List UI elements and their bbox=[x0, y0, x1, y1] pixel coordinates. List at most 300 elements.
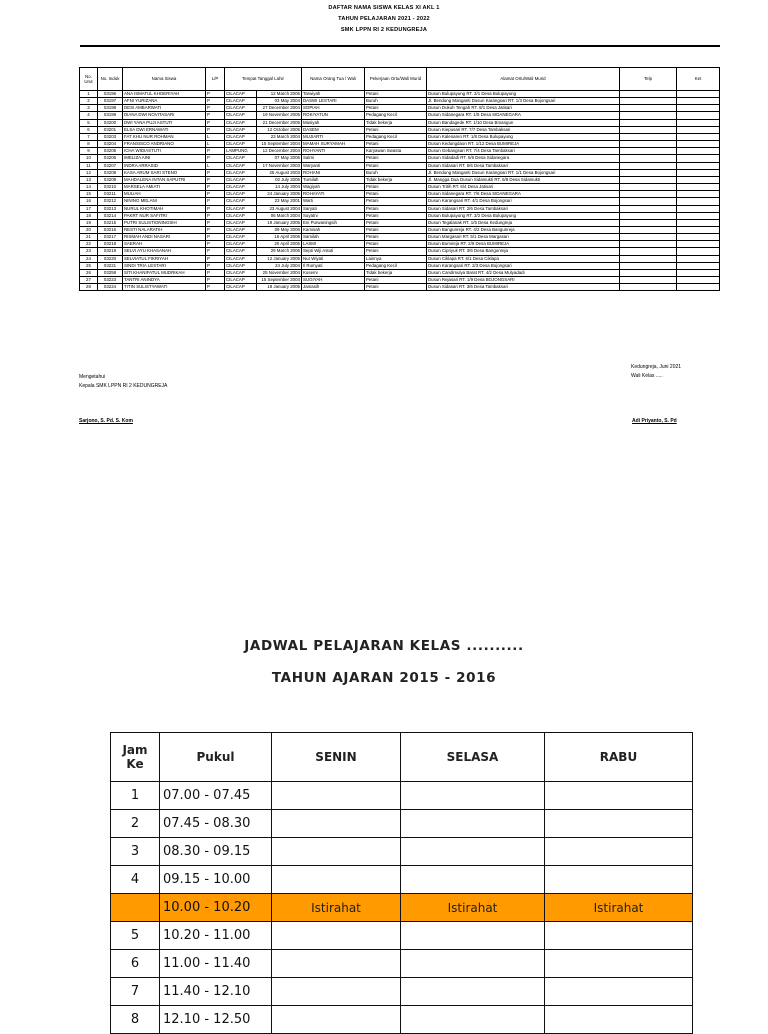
cell-tempat: CILACAP bbox=[225, 184, 257, 191]
cell-nama: DWI YANA PUJI ASTUTI bbox=[123, 119, 206, 126]
cell-ket bbox=[677, 212, 720, 219]
cell-ket bbox=[677, 148, 720, 155]
cell-orang-tua: Saryati bbox=[302, 205, 365, 212]
cell-lp: P bbox=[206, 212, 225, 219]
cell-no-induk: 03215 bbox=[98, 219, 123, 226]
cell-pekerjaan: Buruh bbox=[365, 98, 427, 105]
cell-alamat: Dusun Ciklapa RT. 6/1 Desa Ciklapa bbox=[427, 255, 620, 262]
cell-orang-tua: ROHANI bbox=[302, 169, 365, 176]
cell-tanggal: 02 July 2005 bbox=[257, 176, 302, 183]
cell-orang-tua: ROKIYATUN bbox=[302, 112, 365, 119]
cell-pekerjaan: Pedagang Kecil bbox=[365, 262, 427, 269]
cell-ket bbox=[677, 141, 720, 148]
cell-telp bbox=[620, 277, 677, 284]
cell-no-induk: 03211 bbox=[98, 191, 123, 198]
cell-pekerjaan: Pedagang Kecil bbox=[365, 133, 427, 140]
cell-nama: TITIN SULISTYAWATI bbox=[123, 284, 206, 291]
student-row bbox=[80, 133, 720, 140]
cell-no-urut: 15 bbox=[80, 191, 98, 198]
cell-pekerjaan: Petani bbox=[365, 212, 427, 219]
cell-nama: PUTRI SULISTIONINGSIH bbox=[123, 219, 206, 226]
cell-nama: INDRA ARRASID bbox=[123, 162, 206, 169]
cell-no-induk: 03217 bbox=[98, 234, 123, 241]
cell-tempat: CILACAP bbox=[225, 212, 257, 219]
cell-tanggal: 12 January 2005 bbox=[257, 255, 302, 262]
cell-pekerjaan: Petani bbox=[365, 277, 427, 284]
cell-nama: SELVI AYU KHASANAH bbox=[123, 248, 206, 255]
cell-pekerjaan: Petani bbox=[365, 205, 427, 212]
cell-rabu bbox=[545, 950, 693, 978]
student-row bbox=[80, 226, 720, 233]
cell-no-urut: 18 bbox=[80, 212, 98, 219]
cell-telp bbox=[620, 284, 677, 291]
cell-jam-ke: 3 bbox=[111, 838, 160, 866]
cell-no-urut: 12 bbox=[80, 169, 98, 176]
cell-tempat: CILACAP bbox=[225, 248, 257, 255]
header-nama-siswa: Nama Siswa bbox=[123, 68, 206, 91]
header-jam-ke: Jam Ke bbox=[111, 733, 160, 782]
cell-ket bbox=[677, 241, 720, 248]
cell-orang-tua: SOPIAH bbox=[302, 105, 365, 112]
cell-rabu: Istirahat bbox=[545, 894, 693, 922]
cell-tanggal: 12 October 2005 bbox=[257, 126, 302, 133]
cell-pekerjaan: Karyawan Swasta bbox=[365, 148, 427, 155]
cell-orang-tua: Jamasih bbox=[302, 284, 365, 291]
cell-no-induk: 03219 bbox=[98, 248, 123, 255]
cell-tempat: CILACAP bbox=[225, 141, 257, 148]
cell-tanggal: 25 August 2003 bbox=[257, 169, 302, 176]
cell-no-induk: 03208 bbox=[98, 169, 123, 176]
cell-ket bbox=[677, 133, 720, 140]
student-row bbox=[80, 219, 720, 226]
cell-nama: MARSELA AMIATI bbox=[123, 184, 206, 191]
cell-tanggal: 06 March 2004 bbox=[257, 212, 302, 219]
cell-no-urut: 27 bbox=[80, 277, 98, 284]
cell-orang-tua: Nur Wiyati bbox=[302, 255, 365, 262]
doc-title-line-1: DAFTAR NAMA SISWA KELAS XI AKL 1 bbox=[328, 5, 440, 11]
cell-tanggal: 03 May 2004 bbox=[257, 98, 302, 105]
cell-rabu bbox=[545, 838, 693, 866]
header-no-urut: No. Urut bbox=[80, 68, 98, 91]
cell-telp bbox=[620, 98, 677, 105]
schedule-row bbox=[111, 1006, 693, 1034]
cell-lp: P bbox=[206, 126, 225, 133]
cell-nama: PAKRT NUR SAFITRI bbox=[123, 212, 206, 219]
student-row bbox=[80, 162, 720, 169]
cell-no-urut: 4 bbox=[80, 112, 98, 119]
cell-tempat: CILACAP bbox=[225, 205, 257, 212]
cell-telp bbox=[620, 191, 677, 198]
cell-orang-tua: LASMI bbox=[302, 241, 365, 248]
cell-pukul: 10.20 - 11.00 bbox=[160, 922, 272, 950]
kepala-name: Sarjono, S. Pd. S. Kom bbox=[79, 418, 133, 424]
cell-telp bbox=[620, 126, 677, 133]
header-lp: L/P bbox=[206, 68, 225, 91]
student-row bbox=[80, 169, 720, 176]
header-pekerjaan: Pekerjaan Ortu/Wali Murid bbox=[365, 68, 427, 91]
cell-pekerjaan: Petani bbox=[365, 226, 427, 233]
cell-telp bbox=[620, 91, 677, 98]
cell-ket bbox=[677, 155, 720, 162]
cell-tempat: CILACAP bbox=[225, 219, 257, 226]
cell-nama: SINDI TRIA LESTARI bbox=[123, 262, 206, 269]
cell-lp: P bbox=[206, 284, 225, 291]
wali-name: Adi Priyanto, S. Pd bbox=[632, 418, 677, 424]
cell-tempat: CILACAP bbox=[225, 262, 257, 269]
cell-pukul: 07.45 - 08.30 bbox=[160, 810, 272, 838]
cell-alamat: Jl. Bendung Manganti Dusun Karangsari RT. 1/3 Desa Bojongsari bbox=[427, 98, 620, 105]
cell-selasa bbox=[401, 950, 545, 978]
cell-orang-tua: Suyatni bbox=[302, 212, 365, 219]
cell-tempat: CILACAP bbox=[225, 255, 257, 262]
cell-no-induk: 03201 bbox=[98, 126, 123, 133]
cell-lp: P bbox=[206, 248, 225, 255]
cell-no-induk: 03199 bbox=[98, 112, 123, 119]
cell-nama: FRANSISCO ANDRIANO bbox=[123, 141, 206, 148]
student-row bbox=[80, 191, 720, 198]
cell-alamat: Jl. Mangga Dua Dusun Sidamukti RT. 5/8 Desa Sidamukti bbox=[427, 176, 620, 183]
cell-orang-tua: Tursilah bbox=[302, 176, 365, 183]
cell-lp: P bbox=[206, 112, 225, 119]
cell-tanggal: 29 March 2006 bbox=[257, 248, 302, 255]
cell-orang-tua: Samilah bbox=[302, 234, 365, 241]
cell-pekerjaan: Petani bbox=[365, 105, 427, 112]
cell-no-urut: 8 bbox=[80, 141, 98, 148]
cell-pukul: 11.00 - 11.40 bbox=[160, 950, 272, 978]
cell-lp: P bbox=[206, 191, 225, 198]
cell-orang-tua: Warti bbox=[302, 198, 365, 205]
cell-telp bbox=[620, 141, 677, 148]
cell-lp: P bbox=[206, 219, 225, 226]
cell-telp bbox=[620, 112, 677, 119]
cell-ket bbox=[677, 277, 720, 284]
cell-ket bbox=[677, 269, 720, 276]
cell-tempat: CILACAP bbox=[225, 176, 257, 183]
cell-ket bbox=[677, 105, 720, 112]
cell-pekerjaan: Tidak bekerja bbox=[365, 176, 427, 183]
cell-telp bbox=[620, 241, 677, 248]
cell-nama: KASA ARUM SARI STENO bbox=[123, 169, 206, 176]
cell-no-induk: 03210 bbox=[98, 184, 123, 191]
schedule-row bbox=[111, 838, 693, 866]
cell-selasa bbox=[401, 1006, 545, 1034]
schedule-subtitle: TAHUN AJARAN 2015 - 2016 bbox=[271, 670, 497, 686]
cell-no-urut: 9 bbox=[80, 148, 98, 155]
cell-nama: FAT KHU NUR ROHMAN bbox=[123, 133, 206, 140]
cell-tanggal: 18 January 2005 bbox=[257, 284, 302, 291]
cell-senin bbox=[272, 978, 401, 1006]
student-row bbox=[80, 241, 720, 248]
cell-telp bbox=[620, 105, 677, 112]
cell-alamat: Dusun Bandagede RT. 1/10 Desa Bmangun bbox=[427, 119, 620, 126]
cell-no-induk: 03224 bbox=[98, 284, 123, 291]
cell-orang-tua: Kamisah bbox=[302, 226, 365, 233]
header-ttl: Tempat Tanggal Lahir bbox=[225, 68, 302, 91]
cell-alamat: Dusun Sidasari RT. 5/6 Desa Tambaksari bbox=[427, 162, 620, 169]
cell-selasa bbox=[401, 922, 545, 950]
cell-no-urut: 24 bbox=[80, 255, 98, 262]
doc-title-line-3: SMK LPPN RI 2 KEDUNGREJA bbox=[340, 27, 428, 33]
cell-ket bbox=[677, 255, 720, 262]
schedule-row bbox=[111, 866, 693, 894]
cell-pekerjaan: Petani bbox=[365, 191, 427, 198]
cell-nama: SELVIATUL FIKRIYAH bbox=[123, 255, 206, 262]
cell-alamat: Dusun Kiepusari RT. 7/7 Desa Tambaksari bbox=[427, 126, 620, 133]
cell-orang-tua: ROHYANTI bbox=[302, 148, 365, 155]
cell-telp bbox=[620, 148, 677, 155]
student-row bbox=[80, 205, 720, 212]
cell-no-induk: 03214 bbox=[98, 212, 123, 219]
header-telp: Telp bbox=[620, 68, 677, 91]
cell-alamat: Dusun Dukuh Tengah RT. 8/1 Desa Jatisari bbox=[427, 105, 620, 112]
cell-no-induk: 03223 bbox=[98, 277, 123, 284]
cell-jam-ke: 8 bbox=[111, 1006, 160, 1034]
cell-nama: SAERAH bbox=[123, 241, 206, 248]
cell-lp: P bbox=[206, 98, 225, 105]
cell-nama: NURUL KHOTIMAH bbox=[123, 205, 206, 212]
cell-pekerjaan: Petani bbox=[365, 234, 427, 241]
cell-pukul: 12.10 - 12.50 bbox=[160, 1006, 272, 1034]
schedule-row bbox=[111, 950, 693, 978]
cell-tanggal: 17 November 2003 bbox=[257, 162, 302, 169]
cell-tempat: CILACAP bbox=[225, 277, 257, 284]
cell-tempat: CILACAP bbox=[225, 91, 257, 98]
cell-lp: P bbox=[206, 176, 225, 183]
cell-lp: P bbox=[206, 148, 225, 155]
cell-tanggal: 19 January 2005 bbox=[257, 219, 302, 226]
cell-jam-ke: 7 bbox=[111, 978, 160, 1006]
student-row bbox=[80, 112, 720, 119]
student-row bbox=[80, 148, 720, 155]
cell-ket bbox=[677, 262, 720, 269]
header-no-induk: No. Induk bbox=[98, 68, 123, 91]
cell-rabu bbox=[545, 922, 693, 950]
cell-nama: SITI KHANIFATUL MUDRIKAH bbox=[123, 269, 206, 276]
cell-tanggal: 25 November 2004 bbox=[257, 269, 302, 276]
cell-telp bbox=[620, 198, 677, 205]
student-row bbox=[80, 176, 720, 183]
cell-nama: MULIAH bbox=[123, 191, 206, 198]
cell-telp bbox=[620, 255, 677, 262]
cell-alamat: Dusun Karangsari RT. 4/1 Desa Bojongsari bbox=[427, 198, 620, 205]
cell-pekerjaan: Petani bbox=[365, 241, 427, 248]
cell-pukul: 09.15 - 10.00 bbox=[160, 866, 272, 894]
student-row bbox=[80, 91, 720, 98]
cell-alamat: Dusun Bangunreja RT. 4/2 Desa Bangunreja bbox=[427, 226, 620, 233]
cell-alamat: Dusun Kalenaren RT. 1/8 Desa Bulupayung bbox=[427, 133, 620, 140]
cell-no-urut: 16 bbox=[80, 198, 98, 205]
cell-tanggal: 19 November 2005 bbox=[257, 112, 302, 119]
header-pukul: Pukul bbox=[160, 733, 272, 782]
cell-no-urut: 1 bbox=[80, 91, 98, 98]
cell-jam-ke: 5 bbox=[111, 922, 160, 950]
cell-alamat: Dusun Bulupayung RT. 3/1 Desa Bulupayung bbox=[427, 91, 620, 98]
cell-ket bbox=[677, 191, 720, 198]
cell-tanggal: 23 May 2001 bbox=[257, 198, 302, 205]
cell-jam-ke bbox=[111, 894, 160, 922]
schedule-row bbox=[111, 782, 693, 810]
cell-nama: IMELIZA AINI bbox=[123, 155, 206, 162]
cell-jam-ke: 1 bbox=[111, 782, 160, 810]
cell-alamat: Dusun Sidadadi RT. 5/6 Desa Sidanegara bbox=[427, 155, 620, 162]
cell-orang-tua: Salmi bbox=[302, 155, 365, 162]
cell-orang-tua: Eni Purwaningsih bbox=[302, 219, 365, 226]
student-row bbox=[80, 119, 720, 126]
schedule-row bbox=[111, 922, 693, 950]
mengetahui-label: Mengetahui bbox=[79, 374, 106, 380]
cell-lp: P bbox=[206, 269, 225, 276]
cell-orang-tua: DASWI LESTARI bbox=[302, 98, 365, 105]
cell-senin bbox=[272, 922, 401, 950]
cell-no-urut: 2 bbox=[80, 98, 98, 105]
cell-telp bbox=[620, 219, 677, 226]
cell-no-induk: 03209 bbox=[98, 176, 123, 183]
cell-tempat: CILACAP bbox=[225, 112, 257, 119]
cell-tempat: CILACAP bbox=[225, 241, 257, 248]
cell-tempat: CILACAP bbox=[225, 133, 257, 140]
cell-orang-tua: Masiyah bbox=[302, 119, 365, 126]
student-row bbox=[80, 155, 720, 162]
student-row bbox=[80, 198, 720, 205]
cell-pekerjaan: Lainnya bbox=[365, 255, 427, 262]
cell-no-urut: 22 bbox=[80, 241, 98, 248]
cell-alamat: Dusun Rejasari RT. 1/9 Desa BOJONGSARI bbox=[427, 277, 620, 284]
student-row bbox=[80, 277, 720, 284]
cell-tempat: CILACAP bbox=[225, 119, 257, 126]
schedule-header-row bbox=[111, 733, 693, 782]
schedule-title: JADWAL PELAJARAN KELAS .......... bbox=[244, 638, 524, 654]
student-table-header bbox=[80, 68, 720, 91]
cell-nama: DIANA DWI NOVITASARI bbox=[123, 112, 206, 119]
cell-no-induk: 03206 bbox=[98, 155, 123, 162]
cell-pekerjaan: Buruh bbox=[365, 169, 427, 176]
cell-tanggal: 15 September 2004 bbox=[257, 141, 302, 148]
cell-rabu bbox=[545, 866, 693, 894]
cell-nama: MAHDALENA INTAN SAPUTRI bbox=[123, 176, 206, 183]
cell-no-urut: 17 bbox=[80, 205, 98, 212]
cell-tanggal: 24 January 2005 bbox=[257, 191, 302, 198]
cell-orang-tua: DASEM bbox=[302, 126, 365, 133]
cell-alamat: Dusun Sidasari RT. 2/6 Desa Tambaksari bbox=[427, 205, 620, 212]
cell-alamat: Dusun Karangsari RT. 2/3 Desa Bojongsari bbox=[427, 262, 620, 269]
cell-tempat: CILACAP bbox=[225, 162, 257, 169]
cell-no-urut: 6 bbox=[80, 126, 98, 133]
cell-no-urut: 28 bbox=[80, 284, 98, 291]
cell-tanggal: 23 March 2004 bbox=[257, 133, 302, 140]
cell-orang-tua: Wagiyah bbox=[302, 184, 365, 191]
header-alamat: Alamat Ortu/Wali Murid bbox=[427, 68, 620, 91]
cell-tanggal: 14 July 2004 bbox=[257, 184, 302, 191]
cell-tanggal: 24 July 2004 bbox=[257, 262, 302, 269]
cell-telp bbox=[620, 169, 677, 176]
cell-senin bbox=[272, 1006, 401, 1034]
cell-tempat: CILACAP bbox=[225, 126, 257, 133]
cell-ket bbox=[677, 205, 720, 212]
student-row bbox=[80, 105, 720, 112]
cell-jam-ke: 2 bbox=[111, 810, 160, 838]
header-divider bbox=[80, 45, 720, 47]
cell-no-induk: 03203 bbox=[98, 133, 123, 140]
student-row bbox=[80, 98, 720, 105]
cell-pekerjaan: Petani bbox=[365, 198, 427, 205]
student-row bbox=[80, 262, 720, 269]
cell-no-induk: 03221 bbox=[98, 262, 123, 269]
cell-no-urut: 3 bbox=[80, 105, 98, 112]
cell-senin: Istirahat bbox=[272, 894, 401, 922]
cell-lp: L bbox=[206, 141, 225, 148]
cell-alamat: Dusun Bulupayung RT. 3/2 Desa Bulupayung bbox=[427, 212, 620, 219]
cell-nama: RESTI NALARATIH bbox=[123, 226, 206, 233]
student-table bbox=[79, 67, 720, 291]
student-row bbox=[80, 184, 720, 191]
doc-title-line-2: TAHUN PELAJARAN 2021 - 2022 bbox=[338, 16, 430, 22]
cell-no-urut: 11 bbox=[80, 162, 98, 169]
cell-selasa bbox=[401, 782, 545, 810]
schedule-table bbox=[110, 732, 693, 1034]
cell-pukul: 08.30 - 09.15 bbox=[160, 838, 272, 866]
wali-kelas-label: Wali Kelas ..... bbox=[631, 373, 663, 379]
cell-senin bbox=[272, 782, 401, 810]
cell-lp: P bbox=[206, 105, 225, 112]
header-senin: SENIN bbox=[272, 733, 401, 782]
cell-lp: P bbox=[206, 198, 225, 205]
cell-ket bbox=[677, 169, 720, 176]
cell-telp bbox=[620, 262, 677, 269]
header-selasa: SELASA bbox=[401, 733, 545, 782]
cell-alamat: Dusun Sidasari RT. 3/6 Desa Tambaksari bbox=[427, 284, 620, 291]
cell-ket bbox=[677, 234, 720, 241]
cell-telp bbox=[620, 205, 677, 212]
schedule-row bbox=[111, 810, 693, 838]
cell-telp bbox=[620, 162, 677, 169]
cell-ket bbox=[677, 112, 720, 119]
cell-no-induk: 03200 bbox=[98, 119, 123, 126]
cell-tempat: CILACAP bbox=[225, 284, 257, 291]
cell-lp: P bbox=[206, 205, 225, 212]
cell-telp bbox=[620, 226, 677, 233]
cell-tanggal: 12 December 2004 bbox=[257, 148, 302, 155]
cell-orang-tua: Tarwiyah bbox=[302, 91, 365, 98]
student-row bbox=[80, 212, 720, 219]
cell-tanggal: 27 December 2004 bbox=[257, 105, 302, 112]
cell-pekerjaan: Petani bbox=[365, 284, 427, 291]
place-date: Kedungreja, Juni 2021 bbox=[631, 364, 682, 370]
schedule-row bbox=[111, 978, 693, 1006]
cell-no-urut: 19 bbox=[80, 219, 98, 226]
cell-ket bbox=[677, 248, 720, 255]
cell-lp: P bbox=[206, 155, 225, 162]
student-row bbox=[80, 126, 720, 133]
schedule-break-row bbox=[111, 894, 693, 922]
student-row bbox=[80, 269, 720, 276]
cell-ket bbox=[677, 198, 720, 205]
cell-no-urut: 13 bbox=[80, 176, 98, 183]
cell-ket bbox=[677, 219, 720, 226]
cell-orang-tua: Septi Wiji Astuti bbox=[302, 248, 365, 255]
cell-telp bbox=[620, 212, 677, 219]
cell-lp: P bbox=[206, 241, 225, 248]
header-rabu: RABU bbox=[545, 733, 693, 782]
cell-no-urut: 20 bbox=[80, 226, 98, 233]
cell-tempat: CILACAP bbox=[225, 105, 257, 112]
cell-no-induk: 03196 bbox=[98, 91, 123, 98]
cell-pekerjaan: Petani bbox=[365, 184, 427, 191]
cell-no-induk: 03220 bbox=[98, 255, 123, 262]
cell-tanggal: 15 September 2004 bbox=[257, 277, 302, 284]
cell-tempat: CILACAP bbox=[225, 169, 257, 176]
header-orang-tua: Nama Orang Tua / Wali bbox=[302, 68, 365, 91]
cell-no-urut: 7 bbox=[80, 133, 98, 140]
